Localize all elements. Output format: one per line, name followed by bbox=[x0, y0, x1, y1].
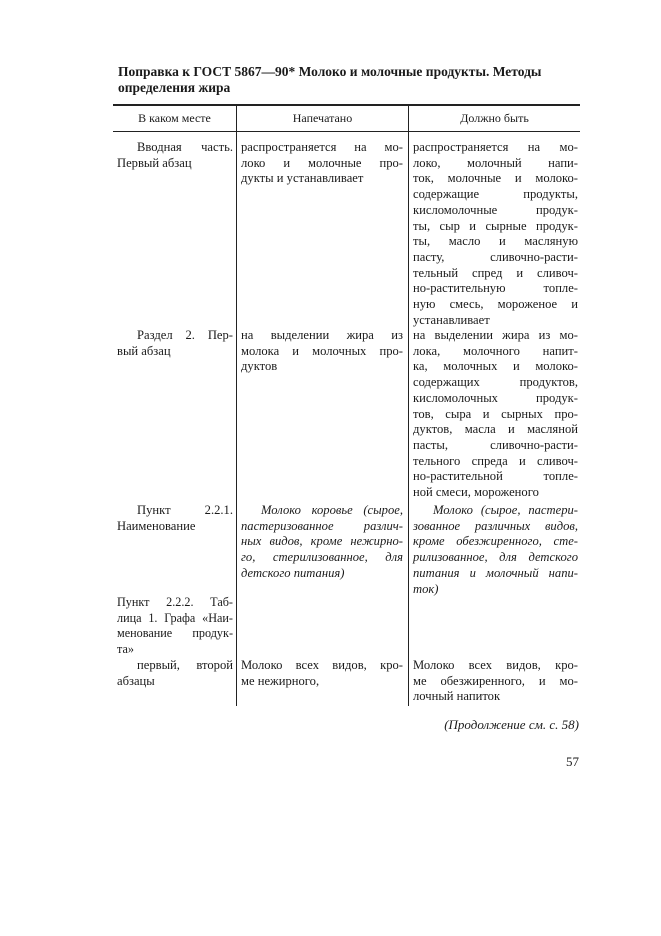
page-number: 57 bbox=[566, 754, 579, 769]
title-line-1: Поправка к ГОСТ 5867—90* Молоко и молочные продукты. Методы bbox=[118, 64, 542, 79]
row1-printed: распространяется на мо- локо и молочные про- дукты и устанавливает bbox=[241, 140, 403, 186]
row1-should-be: распространяется на мо- локо, молочный напи- ток, молочные и молоко- содержащие продукты, кисломолочные продук- ты, сыр и сырные продук- ты, масло и масляную пасту, сливочно-расти- тельный спред и сливоч- но-растительную топле- ную смесь, мороженое и устанавливает bbox=[413, 140, 578, 327]
row1-place: Вводная часть. Первый абзац bbox=[117, 140, 233, 170]
row3-place: Пункт 2.2.1. Наименование bbox=[117, 503, 233, 533]
row3-should-be: Молоко (сырое, пастери- зованное различных видов, кроме обезжиренного, сте- рилизованное, для детского питания и молочный напи- ток) bbox=[413, 503, 578, 596]
document-title bbox=[118, 64, 580, 96]
title-line-2: определения жира bbox=[118, 80, 231, 95]
column-divider-1 bbox=[236, 132, 237, 706]
row2-should-be: на выделении жира из мо- лока, молочного напит- ка, молочных и молоко- содержащих продуктов, кисломолочных продук- тов, сыра и сырных про- дуктов, масла и масляной пасты, сливочно-расти- тельного спреда и сливоч- но-растительной топле- ной смеси, мороженого bbox=[413, 328, 578, 500]
row5-printed: Молоко всех видов, кро- ме нежирного, bbox=[241, 658, 403, 688]
row5-place: первый, второй абзацы bbox=[117, 658, 233, 688]
row2-printed: на выделении жира из молока и молочных про- дуктов bbox=[241, 328, 403, 374]
row2-place: Раздел 2. Пер- вый абзац bbox=[117, 328, 233, 358]
table-top-rule bbox=[113, 104, 580, 106]
header-should-be: Должно быть bbox=[460, 111, 529, 125]
continuation-note: (Продолжение см. с. 58) bbox=[444, 717, 579, 732]
row5-should-be: Молоко всех видов, кро- ме обезжиренного, и мо- лочный напиток bbox=[413, 658, 578, 704]
header-place: В каком месте bbox=[138, 111, 211, 125]
row4-place: Пункт 2.2.2. Таб- лица 1. Графа «Наи- менование продук- та» bbox=[117, 595, 233, 657]
table-header-rule bbox=[113, 131, 580, 132]
column-divider-2 bbox=[408, 132, 409, 706]
header-printed: Напечатано bbox=[292, 111, 353, 125]
row3-printed: Молоко коровье (сырое, пастеризованное различ- ных видов, кроме нежирно- го, стерилизованное, для детского питания) bbox=[241, 503, 403, 580]
